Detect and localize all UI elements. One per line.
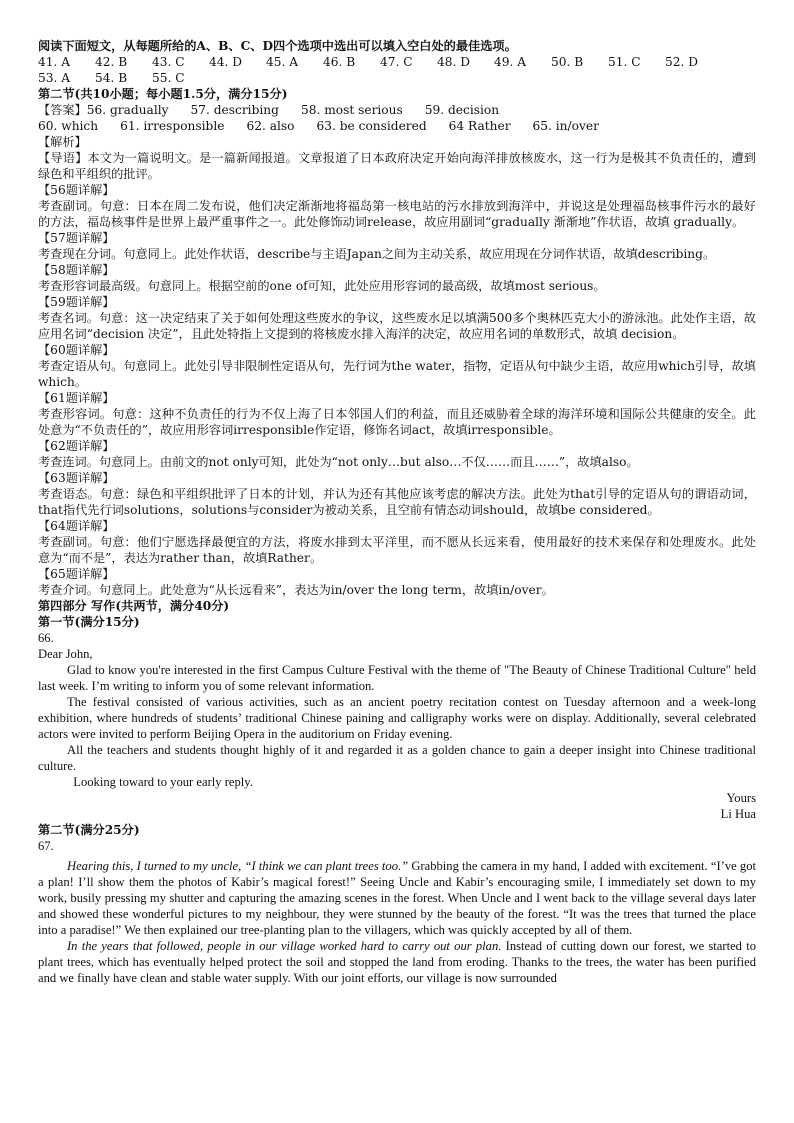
answer-row-53-55 [38, 70, 756, 86]
answer-53: 53. A [38, 71, 71, 85]
document-page [38, 38, 756, 986]
detail-text-59: 考查名词。句意：这一决定结束了关于如何处理这些废水的争议，这些废水足以填满500多个奥林匹克大小的游泳池。此处作主语，故应用名词“decision 决定”，且此处特指上文提到的将核废水排入海洋的决定，故应用名词的单数形式，故填 decision。 [38, 311, 756, 341]
answer-43: 43. C [152, 55, 185, 69]
letter-body [38, 646, 756, 822]
letter-closing: Yours [726, 791, 756, 805]
question-66-number: 66. [38, 631, 54, 645]
story-paragraph-1-lead: Hearing this, I turned to my uncle, “I think we can plant trees too.” [66, 859, 409, 873]
detail-text-64: 考查副词。句意：他们宁愿选择最便宜的方法，将废水排到太平洋里，而不愿从长远来看，使用最好的技术来保存和处理废水。此处意为“而不是”，表达为rather than，故填Rather。 [38, 535, 756, 565]
detail-label-61: 【61题详解】 [38, 391, 115, 405]
answer-62: 62. also [246, 119, 295, 133]
detail-label-65: 【65题详解】 [38, 567, 115, 581]
answer-label: 【答案】 [38, 103, 87, 117]
answer-47: 47. C [380, 55, 413, 69]
letter-greeting: Dear John, [38, 647, 93, 661]
answer-row-60-65 [38, 118, 756, 134]
story-paragraph-2-text: Instead of cutting down our forest, we started to plant trees, which has eventually helped protect the soil and stopped the land from eroding. Thanks to the trees, the water has been purified and we finally have clean and stable water supply. With our joint efforts, our village is now surrounded [38, 939, 756, 985]
detail-text-65: 考查介词。句意同上。此处意为“从长远看来”，表达为in/over the long term，故填in/over。 [38, 583, 554, 597]
part4-title: 第四部分 写作(共两节，满分40分) [38, 599, 230, 613]
detail-label-57: 【57题详解】 [38, 231, 115, 245]
detail-label-56: 【56题详解】 [38, 183, 115, 197]
answer-58: 58. most serious [300, 103, 403, 117]
letter-paragraph: Glad to know you're interested in the first Campus Culture Festival with the theme of "The Beauty of Chinese Traditional Culture" held last week. I’m writing to inform you of some relevant information. [38, 663, 756, 693]
reading-instruction: 阅读下面短文，从每题所给的A、B、C、D四个选项中选出可以填入空白处的最佳选项。 [38, 39, 517, 53]
story-paragraph-2-lead: In the years that followed, people in our village worked hard to carry out our plan. [66, 939, 502, 953]
detail-text-62: 考查连词。句意同上。由前文的not only可知，此处为“not only…but also…不仅……而且……”，故填also。 [38, 455, 639, 469]
detail-label-63: 【63题详解】 [38, 471, 115, 485]
answer-row-56-59 [38, 102, 756, 118]
letter-paragraph: The festival consisted of various activities, such as an ancient poetry recitation contest on Tuesday afternoon and a week-long exhibition, where hundreds of students’ traditional Chinese paining and calligraphy works were on display. Additionally, several celebrated actors were invited to perform Beijing Opera in the auditorium on Friday evening. [38, 695, 756, 741]
answer-50: 50. B [551, 55, 584, 69]
answer-42: 42. B [95, 55, 128, 69]
writing-section2-title: 第二节(满分25分) [38, 823, 140, 837]
analysis-label: 【解析】 [38, 135, 87, 149]
answer-45: 45. A [266, 55, 299, 69]
answer-61: 61. irresponsible [120, 119, 225, 133]
answer-60: 60. which [38, 119, 99, 133]
letter-signature: Li Hua [720, 807, 756, 821]
answer-57: 57. describing [190, 103, 279, 117]
story-body [38, 858, 756, 986]
answer-56: 56. gradually [86, 103, 169, 117]
answer-46: 46. B [323, 55, 356, 69]
answer-49: 49. A [494, 55, 527, 69]
answer-48: 48. D [437, 55, 471, 69]
answer-65: 65. in/over [532, 119, 599, 133]
story-paragraph-2 [38, 938, 756, 986]
detail-label-59: 【59题详解】 [38, 295, 115, 309]
detail-text-56: 考查副词。句意：日本在周二发布说，他们决定渐渐地将福岛第一核电站的污水排放到海洋中，并说这是处理福岛核事件污水的最好的方法，福岛核事件是世界上最严重事件之一。此处修饰动词release，故应用副词“gradually 渐渐地”作状语，故填 gradually。 [38, 199, 756, 229]
guide-paragraph: 【导语】本文为一篇说明文。是一篇新闻报道。文章报道了日本政府决定开始向海洋排放核废水，这一行为是极其不负责任的，遭到绿色和平组织的批评。 [38, 151, 756, 181]
detail-text-63: 考查语态。句意：绿色和平组织批评了日本的计划，并认为还有其他应该考虑的解决方法。此处为that引导的定语从句的谓语动词，that指代先行词solutions，solutions与consider为被动关系，且空前有情态动词should，故填be considered。 [38, 487, 756, 517]
story-paragraph-1-text: Grabbing the camera in my hand, I added with excitement. “I’ve got a plan! I’ll show them the photos of Kabir’s magical forest!” Seeing Uncle and Kabir’s encouraging smile, I immediately set down to my work, busily pressing my shutter and capturing the amazing scenes in the forest. When Uncle and I went back to the village several days later and showed these wonderful pictures to my neighbour, they were stunned by the beauty of the forest. “It was the trees that turned the place into a paradise!” We then explained our tree-planting plan to the villagers, which was quickly accepted by all of them. [38, 859, 756, 937]
answer-41: 41. A [38, 55, 71, 69]
detail-label-62: 【62题详解】 [38, 439, 115, 453]
answer-51: 51. C [608, 55, 641, 69]
detail-label-58: 【58题详解】 [38, 263, 115, 277]
section2-title: 第二节(共10小题；每小题1.5分，满分15分) [38, 87, 288, 101]
writing-section1-title: 第一节(满分15分) [38, 615, 140, 629]
detail-text-57: 考查现在分词。句意同上。此处作状语，describe与主语Japan之间为主动关系，故应用现在分词作状语，故填describing。 [38, 247, 716, 261]
detail-text-60: 考查定语从句。句意同上。此处引导非限制性定语从句，先行词为the water，指物，定语从句中缺少主语，故应用which引导，故填which。 [38, 359, 756, 389]
answer-44: 44. D [209, 55, 243, 69]
answer-54: 54. B [95, 71, 128, 85]
detail-label-64: 【64题详解】 [38, 519, 115, 533]
answer-59: 59. decision [424, 103, 500, 117]
answer-64: 64 Rather [448, 119, 511, 133]
answer-row-41-52 [38, 54, 756, 70]
answer-63: 63. be considered [316, 119, 427, 133]
detail-label-60: 【60题详解】 [38, 343, 115, 357]
answer-52: 52. D [665, 55, 699, 69]
story-paragraph-1 [38, 858, 756, 938]
letter-paragraph: Looking toward to your early reply. [73, 775, 253, 789]
question-67-number: 67. [38, 839, 54, 853]
letter-paragraph: All the teachers and students thought highly of it and regarded it as a golden chance to gain a deeper insight into Chinese traditional culture. [38, 743, 756, 773]
answer-55: 55. C [152, 71, 185, 85]
detail-text-58: 考查形容词最高级。句意同上。根据空前的one of可知，此处应用形容词的最高级，故填most serious。 [38, 279, 606, 293]
detail-text-61: 考查形容词。句意：这种不负责任的行为不仅上海了日本邻国人们的利益，而且还威胁着全球的海洋环境和国际公共健康的安全。此处意为“不负责任的”，故应用形容词irresponsible作定语，修饰名词act，故填irresponsible。 [38, 407, 756, 437]
